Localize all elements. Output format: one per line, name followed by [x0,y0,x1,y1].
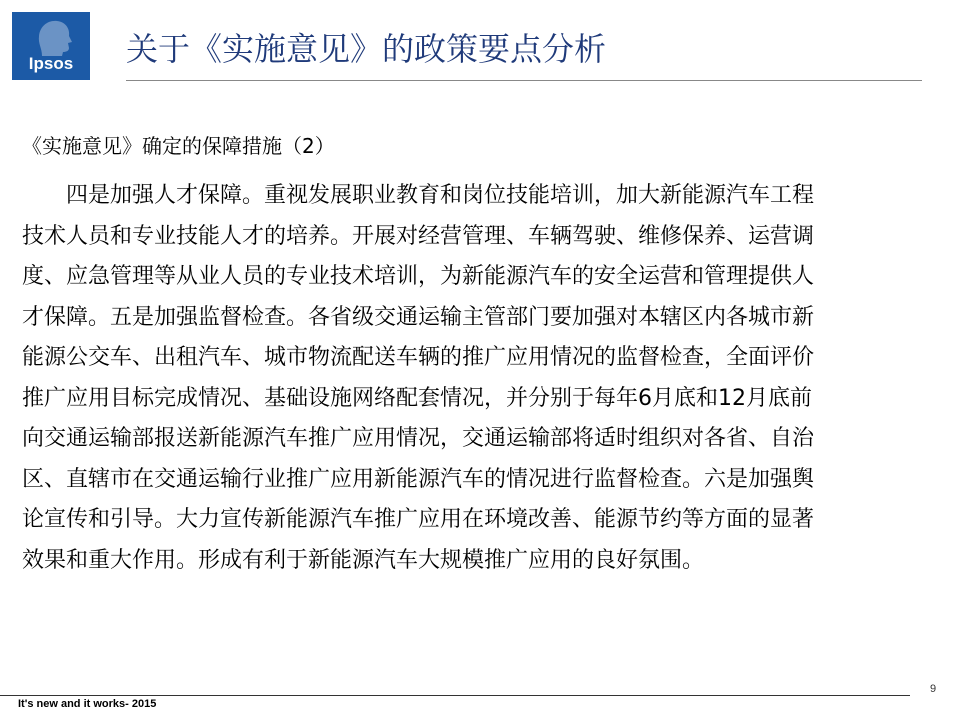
section-subtitle: 《实施意见》确定的保障措施（2） [22,134,335,158]
body-line: 四是加强人才保障。重视发展职业教育和岗位技能培训，加大新能源汽车工程 [22,183,815,208]
body-line: 推广应用目标完成情况、基础设施网络配套情况，并分别于每年6月底和12月底前 [22,385,812,411]
title-divider [126,80,922,81]
ipsos-logo [12,12,90,80]
body-text [22,176,944,581]
body-line: 论宣传和引导。大力宣传新能源汽车推广应用在环境改善、能源节约等方面的显著 [22,507,815,532]
page-number: 9 [930,683,937,695]
body-line: 效果和重大作用。形成有利于新能源汽车大规模推广应用的良好氛围。 [22,547,705,573]
footer-tagline: It's new and it works- 2015 [18,698,157,710]
body-line: 区、直辖市在交通运输行业推广应用新能源汽车的情况进行监督检查。六是加强舆 [22,466,815,492]
logo-text: Ipsos [28,54,74,73]
body-line: 向交通运输部报送新能源汽车推广应用情况，交通运输部将适时组织对各省、自治 [22,426,815,451]
page-title: 关于《实施意见》的政策要点分析 [126,30,607,68]
body-line: 度、应急管理等从业人员的专业技术培训，为新能源汽车的安全运营和管理提供人 [22,264,815,289]
body-line: 技术人员和专业技能人才的培养。开展对经营管理、车辆驾驶、维修保养、运营调 [22,223,815,249]
body-line: 能源公交车、出租汽车、城市物流配送车辆的推广应用情况的监督检查，全面评价 [22,345,815,370]
footer-divider [0,695,910,696]
body-line: 才保障。五是加强监督检查。各省级交通运输主管部门要加强对本辖区内各城市新 [22,304,815,330]
